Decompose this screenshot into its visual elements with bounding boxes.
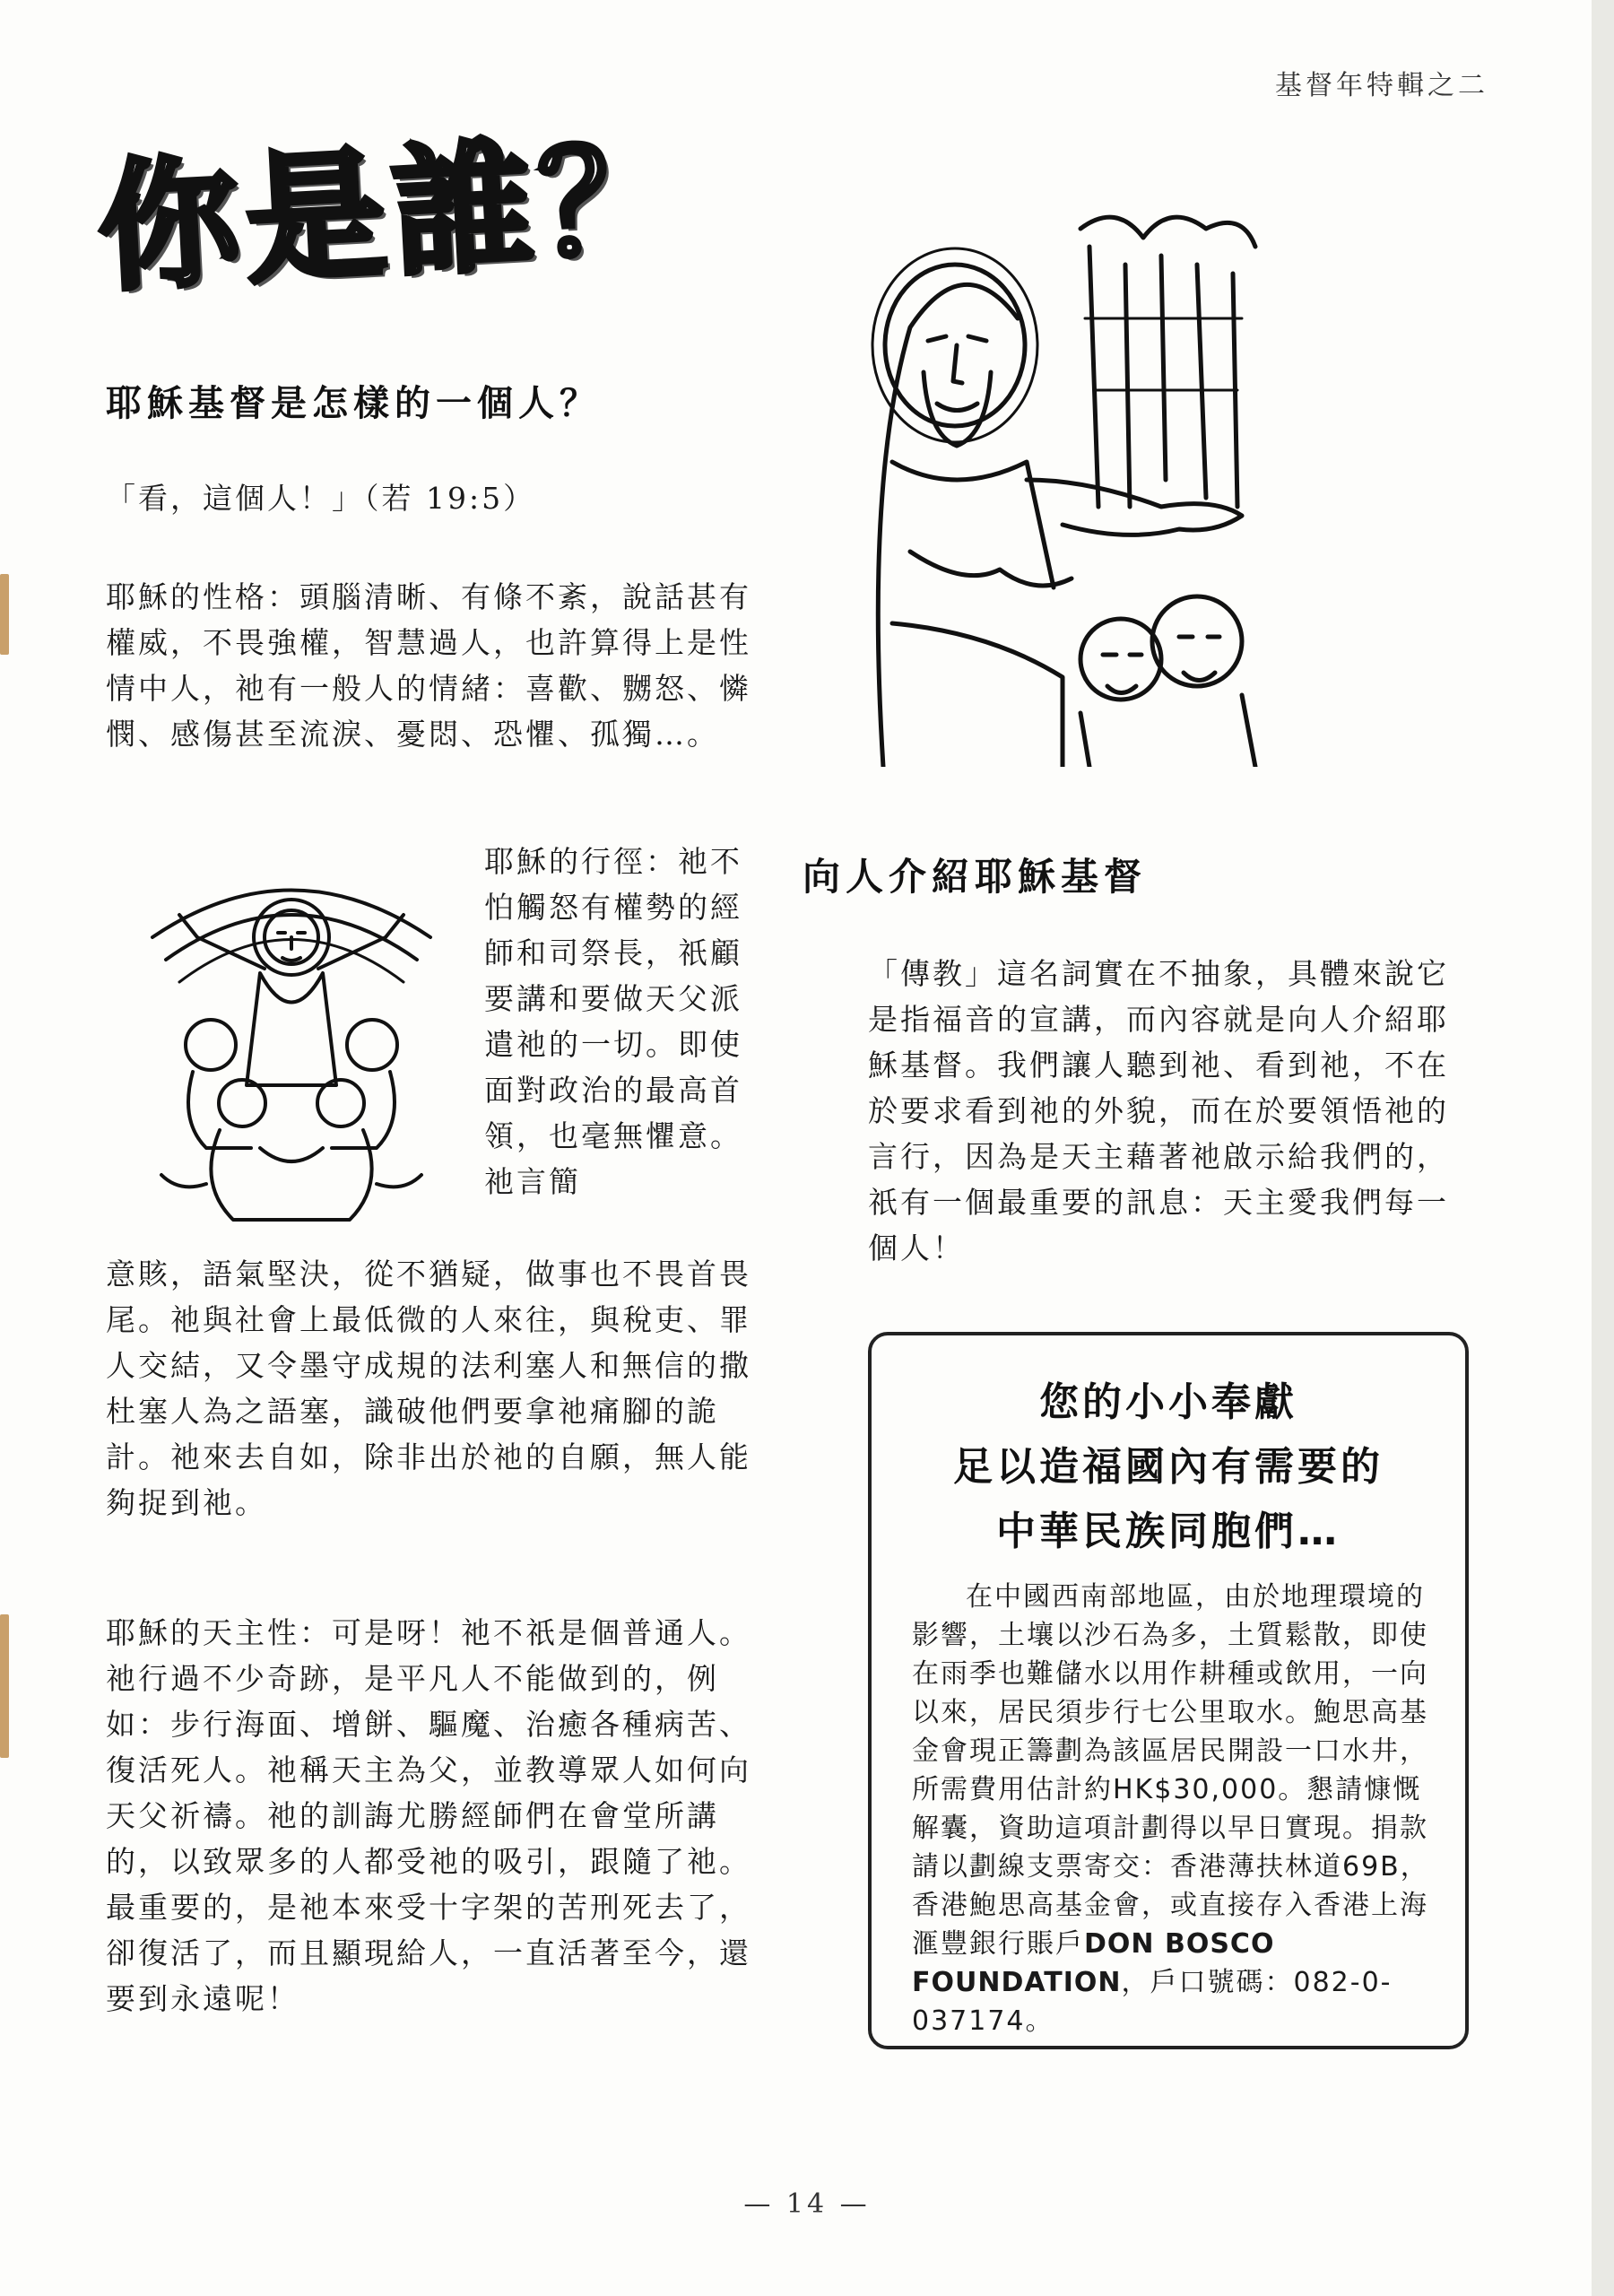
scripture-quote: 「看，這個人！」（若 19:5） bbox=[106, 481, 536, 516]
donation-text: 在中國西南部地區，由於地理環境的影響，土壤以沙石為多，土質鬆散，即使在雨季也難儲水以用作耕種或飲用，一向以來，居民須步行七公里取水。鮑思高基金會現正籌劃為該區居民開設一口水井，所需費用估計約HK$30,000。懇請慷慨解囊，資助這項計劃得以早日實現。捐款請以劃線支票寄交：香港薄扶林道69B，香港鮑思高基金會，或直接存入香港上海滙豐銀行賬戶 bbox=[912, 1581, 1429, 1960]
paragraph-conduct-part2: 意賅，語氣堅決，從不猶疑，做事也不畏首畏尾。祂與社會上最低微的人來往，與稅吏、罪人交結，又令墨守成規的法利塞人和無信的撒杜塞人為之語塞，識破他們要拿祂痛腳的詭計。祂來去自如，除非出於祂的自願，無人能夠捉到祂。 bbox=[106, 1257, 751, 1520]
donation-title-line2: 足以造福國內有需要的 bbox=[953, 1444, 1384, 1490]
binding-mark bbox=[0, 574, 9, 655]
donation-title-line1: 您的小小奉獻 bbox=[1039, 1379, 1297, 1425]
illustration-jesus-crowd bbox=[143, 852, 439, 1229]
donation-box bbox=[868, 1332, 1469, 2049]
donation-account: ，戶口號碼：082-0-037174。 bbox=[912, 1967, 1393, 2037]
paragraph-character: 耶穌的性格：頭腦清晰、有條不紊，說話甚有權威，不畏強權，智慧過人，也許算得上是性情中人，祂有一般人的情緒：喜歡、嬲怒、憐憫、感傷甚至流淚、憂悶、恐懼、孤獨…。 bbox=[106, 579, 751, 752]
paragraph-divinity: 耶穌的天主性：可是呀！祂不祇是個普通人。祂行過不少奇跡，是平凡人不能做到的，例如：步行海面、增餅、驅魔、治癒各種病苦、復活死人。祂稱天主為父，並教導眾人如何向天父祈禱。祂的訓誨尤勝經師們在會堂所講的，以致眾多的人都受祂的吸引，跟隨了祂。最重要的，是祂本來受十字架的苦刑死去了，卻復活了，而且顯現給人，一直活著至今，還要到永遠呢！ bbox=[106, 1615, 751, 2016]
bleed-through-text: ⠀ bbox=[689, 81, 716, 106]
section-heading-introduce: 向人介紹耶穌基督 bbox=[803, 855, 1148, 899]
paragraph-mission: 「傳教」這名詞實在不抽象，具體來說它是指福音的宣講，而內容就是向人介紹耶穌基督。我們讓人聽到祂、看到祂，不在於要求看到祂的外貌，而在於要領悟祂的言行，因為是天主藉著祂啟示給我們的，祇有一個最重要的訊息：天主愛我們每一個人！ bbox=[868, 956, 1449, 1265]
page-number: — 14 — bbox=[743, 2188, 871, 2220]
donation-title-line3: 中華民族同胞們… bbox=[996, 1509, 1341, 1554]
donation-org-name: DON BOSCO FOUNDATION bbox=[912, 1928, 1275, 1998]
scan-edge bbox=[1592, 0, 1614, 2296]
binding-mark bbox=[0, 1614, 9, 1758]
page-title: 你是誰？ bbox=[94, 116, 691, 311]
section-heading-who: 耶穌基督是怎樣的一個人？ bbox=[106, 383, 601, 424]
donation-body bbox=[912, 1578, 1441, 2040]
paragraph-conduct-part1: 耶穌的行徑：祂不怕觸怒有權勢的經師和司祭長，祇顧要講和要做天父派遣祂的一切。即使面對政治的最高首領，也毫無懼意。祂言簡 bbox=[484, 844, 742, 1199]
series-label: 基督年特輯之二 bbox=[1275, 70, 1488, 101]
illustration-jesus-teaching bbox=[856, 211, 1273, 767]
